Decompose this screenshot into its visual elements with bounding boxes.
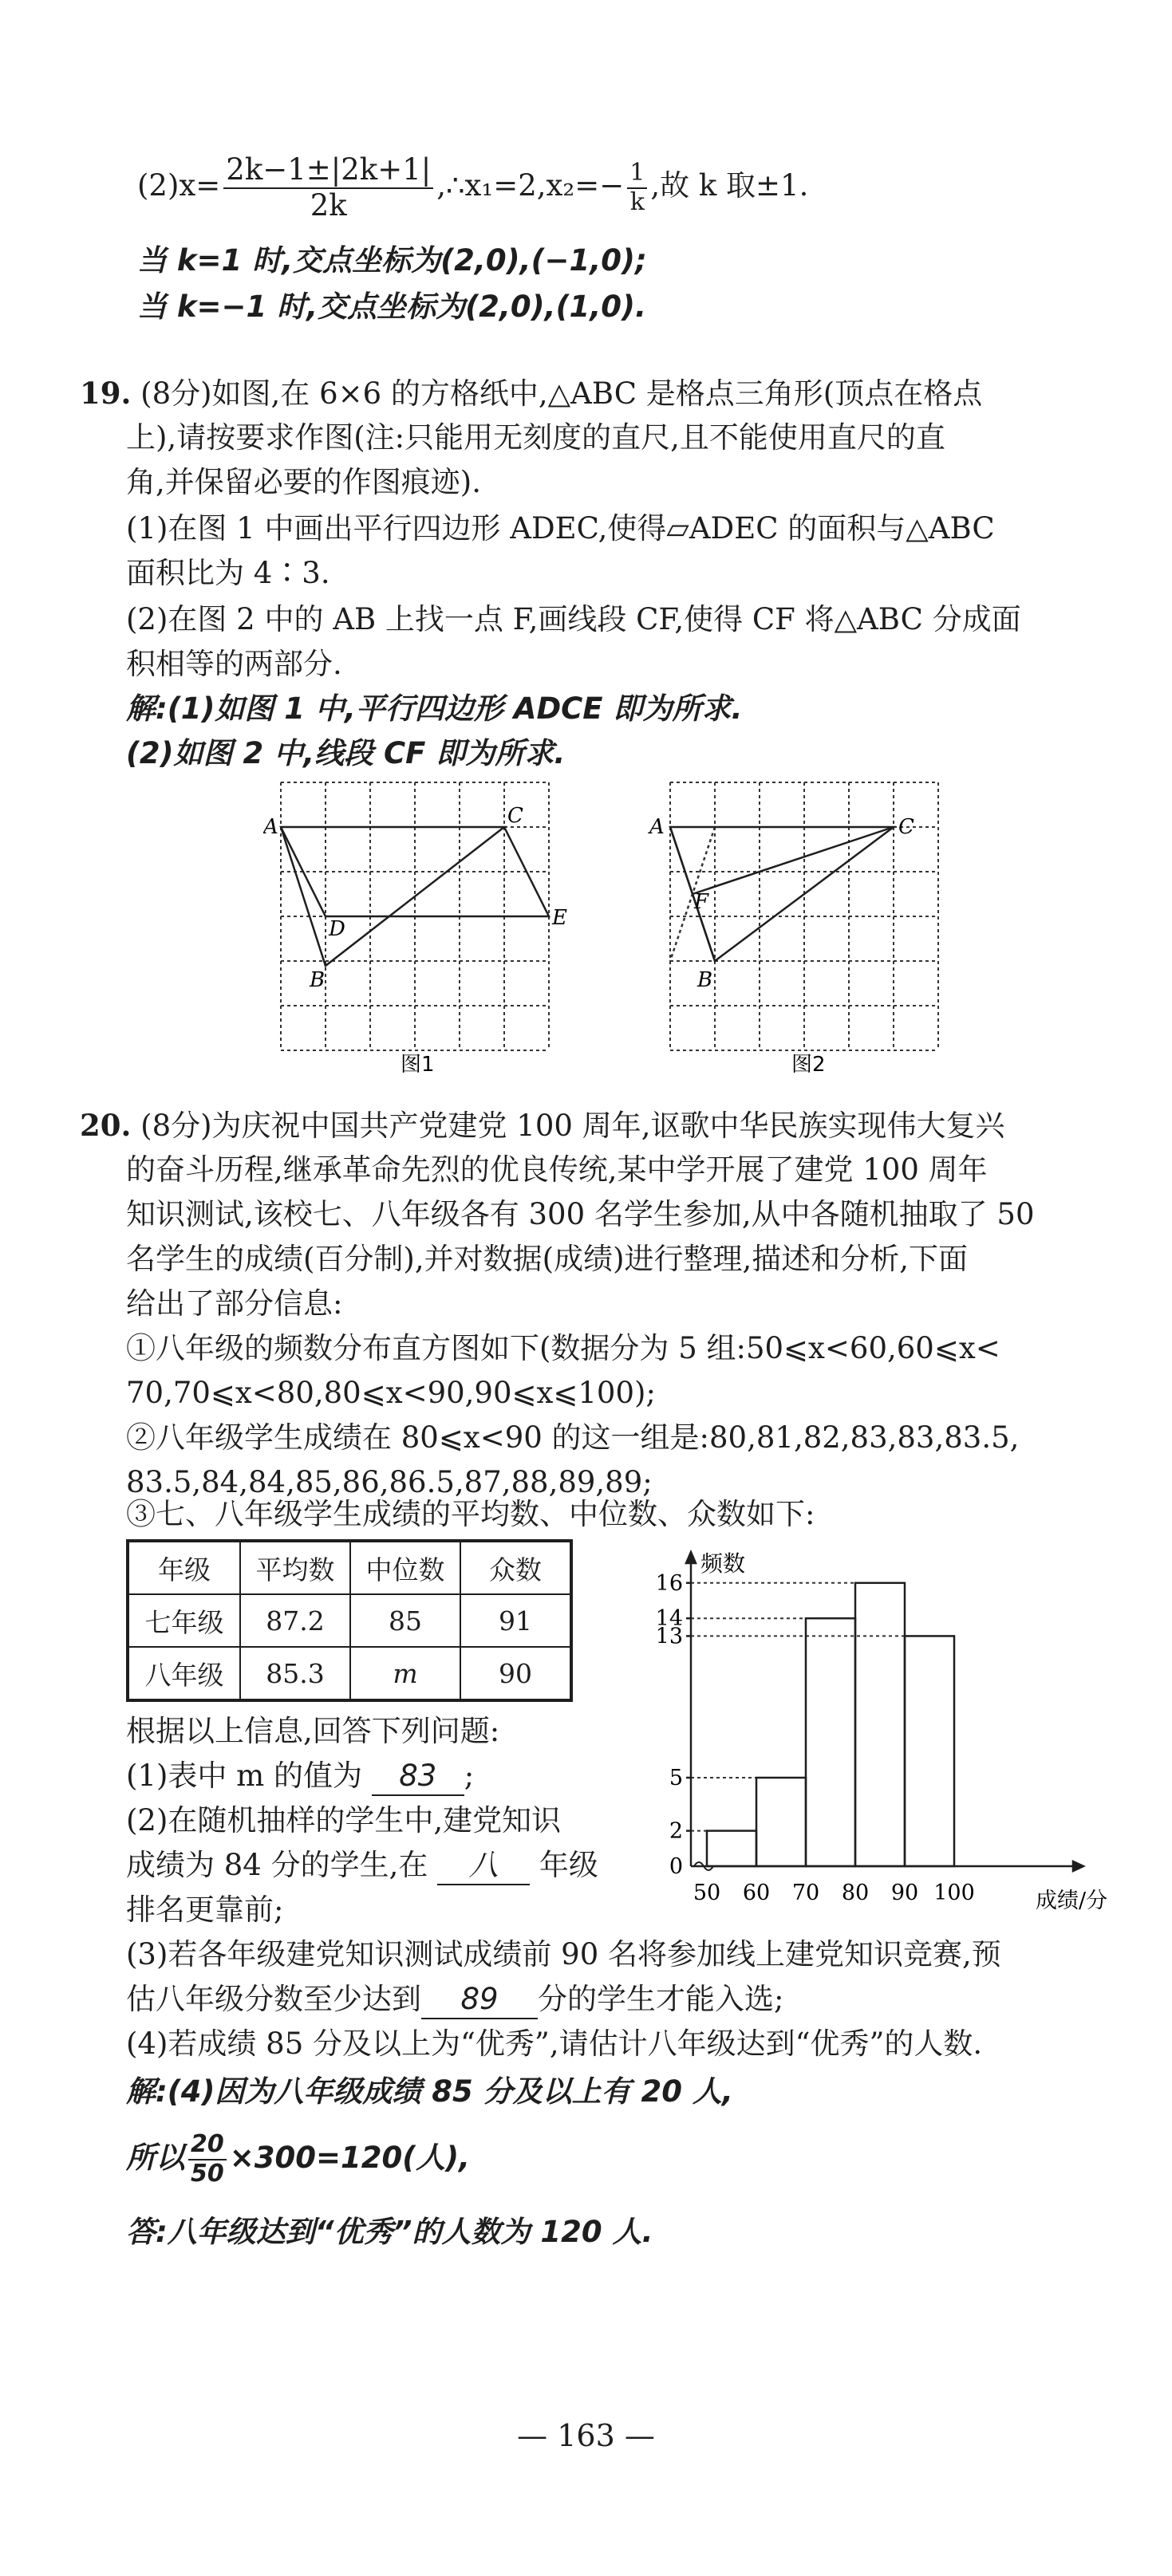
triangle-abc bbox=[281, 827, 504, 966]
frequency-histogram bbox=[630, 1539, 1109, 1922]
q19-line-2: 上),请按要求作图(注:只能用无刻度的直尺,且不能使用直尺的直 bbox=[126, 420, 945, 455]
histogram-axes bbox=[686, 1552, 1083, 1871]
fig1-label-c: C bbox=[507, 804, 523, 828]
q20-line-3: 知识测试,该校七、八年级各有 300 名学生参加,从中各随机抽取了 50 bbox=[126, 1197, 1035, 1231]
figure-2-grid bbox=[646, 778, 965, 1073]
q20-solution-3: 答:八年级达到“优秀”的人数为 120 人. bbox=[126, 2215, 653, 2249]
q18-answer-line-3: 当 k=−1 时,交点坐标为(2,0),(1,0). bbox=[137, 290, 647, 324]
histogram-bar bbox=[855, 1583, 905, 1866]
q20-info-3: ③七、八年级学生成绩的平均数、中位数、众数如下: bbox=[126, 1497, 815, 1531]
q20-solution-2: 所以 $\frac{20}{50}$ ×300=120(人), bbox=[126, 2130, 471, 2188]
solution-fraction: $\frac{20}{50}$ bbox=[188, 2131, 227, 2188]
y-axis-arrow bbox=[686, 1552, 696, 1563]
q20-number: 20. bbox=[80, 1108, 132, 1143]
x-tick-label: 100 bbox=[933, 1881, 975, 1905]
fig1-label-a: A bbox=[263, 815, 278, 839]
page-number: — 163 — bbox=[517, 2418, 655, 2453]
q20-info-2a: ②八年级学生成绩在 80⩽x<90 的这一组是:80,81,82,83,83,83.5, bbox=[126, 1420, 1020, 1455]
figure-1-grid bbox=[263, 778, 582, 1073]
q19-line-3: 角,并保留必要的作图痕迹). bbox=[126, 465, 481, 499]
q19-number: 19. bbox=[80, 376, 132, 411]
fig2-label-c: C bbox=[898, 815, 914, 839]
fig1-label-e: E bbox=[552, 906, 567, 930]
table-row bbox=[128, 1594, 571, 1647]
answer-blank-3: 89 bbox=[421, 1981, 538, 2019]
q20-sub-1: (1)表中 m 的值为 83 ; bbox=[126, 1758, 474, 1796]
q20-line-4: 名学生的成绩(百分制),并对数据(成绩)进行整理,描述和分析,下面 bbox=[126, 1242, 969, 1276]
table-cell: 85 bbox=[350, 1594, 460, 1647]
table-header: 众数 bbox=[460, 1541, 571, 1594]
answer-blank-2: 八 bbox=[437, 1847, 530, 1885]
y-tick-label: 13 bbox=[655, 1624, 683, 1649]
histogram-bar bbox=[905, 1636, 954, 1866]
table-cell: 91 bbox=[460, 1594, 571, 1647]
figure-1-caption: 图1 bbox=[401, 1053, 435, 1073]
q20-line-1: 20. (8分)为庆祝中国共产党建党 100 周年,讴歌中华民族实现伟大复兴 bbox=[80, 1108, 1005, 1143]
table-cell: 八年级 bbox=[128, 1647, 240, 1700]
fig2-label-a: A bbox=[649, 815, 665, 839]
q20-sub-3a: (3)若各年级建党知识测试成绩前 90 名将参加线上建党知识竞赛,预 bbox=[126, 1937, 1001, 1971]
table-header: 中位数 bbox=[350, 1541, 460, 1594]
stats-table bbox=[126, 1539, 573, 1702]
q18-part2-line: (2)x= $\frac{2k-1\pm|2k+1|}{2k}$ ,∴x₁=2,x₂=− $\frac{1}{k}$ ,故 k 取±1. bbox=[137, 152, 809, 223]
q19-answer-1: 解:(1)如图 1 中,平行四边形 ADCE 即为所求. bbox=[126, 691, 743, 726]
x-tick-label: 70 bbox=[791, 1881, 820, 1905]
q20-sub-2b: 成绩为 84 分的学生,在 八 年级 bbox=[126, 1847, 598, 1885]
histogram-y-ticks bbox=[656, 1571, 683, 1879]
histogram-x-ticks bbox=[693, 1881, 975, 1905]
q20-sub-2a: (2)在随机抽样的学生中,建党知识 bbox=[126, 1803, 562, 1837]
q20-info-1b: 70,70⩽x<80,80⩽x<90,90⩽x⩽100); bbox=[126, 1376, 656, 1410]
q20-line-2: 的奋斗历程,继承革命先烈的优良传统,某中学开展了建党 100 周年 bbox=[126, 1152, 988, 1187]
x-axis-title: 成绩/分 bbox=[1036, 1889, 1108, 1913]
y-tick-label: 16 bbox=[655, 1570, 683, 1596]
figure-2-caption: 图2 bbox=[791, 1053, 826, 1073]
segment-cf bbox=[693, 827, 894, 894]
histogram-bar bbox=[707, 1831, 756, 1866]
q20-info-1a: ①八年级的频数分布直方图如下(数据分为 5 组:50⩽x<60,60⩽x< bbox=[126, 1331, 1000, 1365]
q19-line-1: 19. (8分)如图,在 6×6 的方格纸中,△ABC 是格点三角形(顶点在格点 bbox=[80, 376, 983, 411]
table-cell: 87.2 bbox=[240, 1594, 350, 1647]
histogram-bar bbox=[806, 1618, 855, 1866]
table-cell: 90 bbox=[460, 1647, 571, 1700]
q19-answer-2: (2)如图 2 中,线段 CF 即为所求. bbox=[126, 736, 566, 770]
x-tick-label: 80 bbox=[841, 1881, 870, 1905]
table-cell: m bbox=[350, 1647, 460, 1700]
q18-answer-line-2: 当 k=1 时,交点坐标为(2,0),(−1,0); bbox=[137, 243, 647, 278]
table-cell: 七年级 bbox=[128, 1594, 240, 1647]
q19-line-4: (1)在图 1 中画出平行四边形 ADEC,使得▱ADEC 的面积与△ABC bbox=[126, 511, 995, 546]
y-tick-label: 5 bbox=[669, 1766, 683, 1790]
table-header: 年级 bbox=[128, 1541, 240, 1594]
q20-prompt: 根据以上信息,回答下列问题: bbox=[126, 1714, 500, 1748]
q18-fraction: $\frac{2k-1\pm|2k+1|}{2k}$ bbox=[223, 153, 433, 223]
table-header: 平均数 bbox=[240, 1541, 350, 1594]
q20-sub-2c: 排名更靠前; bbox=[126, 1893, 284, 1927]
q19-line-7: 积相等的两部分. bbox=[126, 647, 342, 681]
q20-line-5: 给出了部分信息: bbox=[126, 1286, 343, 1321]
histogram-bar bbox=[756, 1778, 806, 1866]
x-tick-label: 60 bbox=[742, 1881, 771, 1905]
q19-line-6: (2)在图 2 中的 AB 上找一点 F,画线段 CF,使得 CF 将△ABC 分成面 bbox=[126, 602, 1021, 636]
q20-sub-3b: 估八年级分数至少达到 89 分的学生才能入选; bbox=[126, 1981, 783, 2019]
fig1-label-d: D bbox=[329, 917, 345, 941]
table-header-row bbox=[128, 1541, 571, 1594]
x-tick-label: 90 bbox=[890, 1881, 919, 1905]
y-tick-label: 0 bbox=[669, 1854, 683, 1879]
histogram-grid bbox=[686, 1583, 905, 1831]
histogram-bars bbox=[707, 1583, 954, 1866]
answer-blank-1: 83 bbox=[372, 1758, 464, 1796]
q20-solution-1: 解:(4)因为八年级成绩 85 分及以上有 20 人, bbox=[126, 2074, 733, 2109]
fig2-label-f: F bbox=[694, 890, 709, 914]
q20-info-2b: 83.5,84,84,85,86,86.5,87,88,89,89; bbox=[126, 1465, 653, 1499]
x-tick-label: 50 bbox=[693, 1881, 721, 1905]
table-cell: 85.3 bbox=[240, 1647, 350, 1700]
y-tick-label: 2 bbox=[669, 1818, 683, 1844]
fig2-label-b: B bbox=[697, 968, 713, 992]
fig1-label-b: B bbox=[310, 968, 326, 992]
y-tick-label: 14 bbox=[655, 1606, 683, 1632]
table-row bbox=[128, 1647, 571, 1700]
x-axis-arrow bbox=[1073, 1861, 1083, 1871]
q18-fraction-2: $\frac{1}{k}$ bbox=[627, 160, 647, 216]
q20-sub-4: (4)若成绩 85 分及以上为“优秀”,请估计八年级达到“优秀”的人数. bbox=[126, 2027, 983, 2061]
y-axis-title: 频数 bbox=[700, 1550, 746, 1577]
q19-line-5: 面积比为 4∶3. bbox=[126, 556, 330, 590]
